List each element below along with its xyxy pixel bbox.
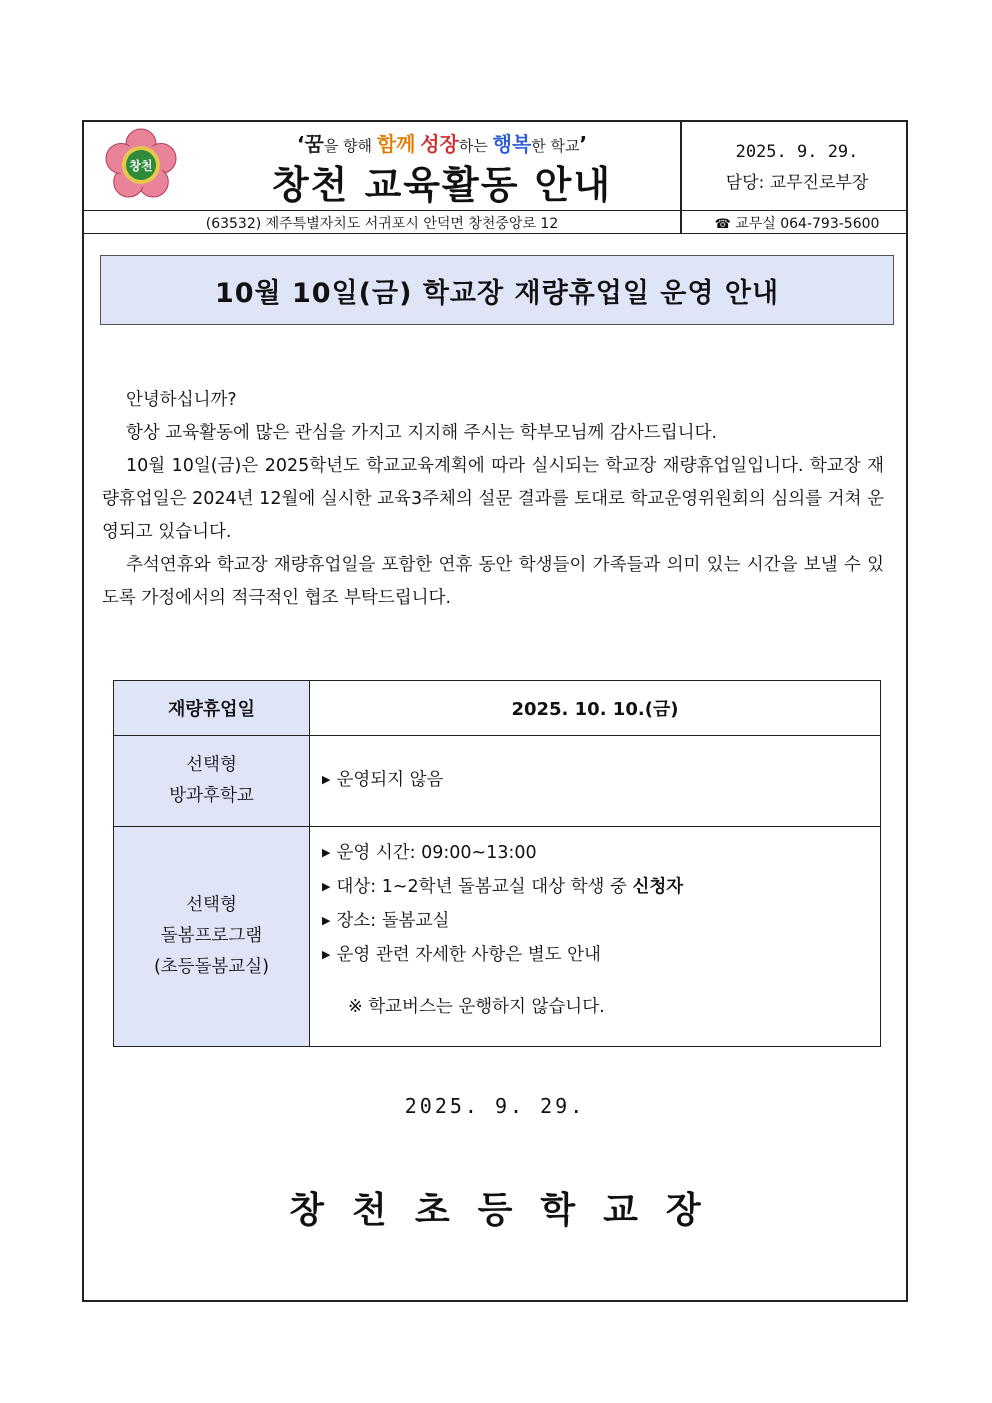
slogan-word-together: 함께	[376, 132, 416, 156]
issue-date: 2025. 9. 29.	[735, 142, 859, 162]
slogan-open-quote: ‘	[296, 132, 305, 156]
list-item	[322, 939, 879, 973]
slogan-word-dream: 꿈	[304, 132, 324, 156]
newsletter-title: 창천 교육활동 안내	[271, 163, 613, 207]
label-line: 선택형	[186, 755, 237, 775]
phone-icon: ☎	[714, 217, 731, 232]
slogan-text: 한 학교	[531, 137, 580, 155]
row-label-care	[114, 827, 310, 1047]
label-line: 선택형	[186, 895, 237, 915]
label-line: 방과후학교	[169, 786, 254, 806]
slogan-text: 하는	[458, 137, 493, 155]
bullet-icon: ▶	[322, 948, 331, 961]
item-text: 장소: 돌봄교실	[336, 911, 450, 931]
label-line: (초등돌봄교실)	[153, 957, 270, 977]
label-line: 돌봄프로그램	[160, 926, 263, 946]
table-row	[114, 827, 881, 1047]
school-address: (63532) 제주특별자치도 서귀포시 안덕면 창천중앙로 12	[205, 216, 559, 232]
footer-date: 2025. 9. 29.	[404, 1094, 586, 1118]
principal-signature: 창천초등학교장	[289, 1190, 729, 1231]
item-text-bold: 신청자	[632, 877, 684, 897]
slogan-word-grow: 성장	[420, 132, 459, 156]
item-text: 운영 관련 자세한 사항은 별도 안내	[336, 945, 601, 965]
notice-title: 10월 10일(금) 학교장 재량휴업일 운영 안내	[214, 277, 780, 309]
table-header-value: 2025. 10. 10.(금)	[310, 681, 881, 736]
paragraph-request: 추석연휴와 학교장 재량휴업일을 포함한 연휴 동안 학생들이 가족들과 의미 있는 시간을 보낼 수 있도록 가정에서의 적극적인 협조 부탁드립니다.	[102, 555, 884, 608]
holiday-info-table	[113, 680, 881, 1047]
row-label-afterschool	[114, 736, 310, 827]
item-text: 운영 시간: 09:00~13:00	[336, 843, 537, 863]
school-logo	[102, 126, 180, 204]
bullet-icon: ▶	[322, 773, 331, 786]
slogan-word-happy: 행복	[492, 132, 532, 156]
list-item	[322, 905, 879, 939]
bus-note: ※ 학교버스는 운행하지 않습니다.	[348, 997, 605, 1017]
document-frame	[82, 120, 908, 1302]
slogan-text: 을 향해	[323, 137, 377, 155]
header	[84, 122, 906, 211]
school-slogan	[204, 128, 680, 157]
table-row	[114, 736, 881, 827]
slogan-close-quote: ’	[579, 132, 588, 156]
logo-text: 창천	[129, 159, 153, 173]
table-header-label: 재량휴업일	[114, 681, 310, 736]
phone-number: 교무실 064-793-5600	[735, 216, 880, 232]
paragraph-thanks: 항상 교육활동에 많은 관심을 가지고 지지해 주시는 학부모님께 감사드립니다.	[126, 423, 718, 443]
item-text: 대상: 1~2학년 돌봄교실 대상 학생 중	[336, 877, 633, 897]
address-bar	[84, 211, 906, 234]
list-item	[322, 764, 879, 798]
row-content-care	[310, 827, 881, 1047]
list-item	[322, 871, 879, 905]
bullet-icon: ▶	[322, 880, 331, 893]
bullet-icon: ▶	[322, 846, 331, 859]
school-phone	[684, 213, 910, 233]
letter-body	[102, 384, 884, 615]
item-text: 운영되지 않음	[336, 770, 444, 790]
row-content-afterschool	[310, 736, 881, 827]
greeting: 안녕하십니까?	[126, 390, 237, 410]
paragraph-holiday: 10월 10일(금)은 2025학년도 학교교육계획에 따라 실시되는 학교장 재량휴업일입니다. 학교장 재량휴업일은 2024년 12월에 실시한 교육3주체의 설문 결과를 토대로 학교운영위원회의 심의를 거쳐 운영되고 있습니다.	[102, 456, 884, 542]
department: 담당: 교무진로부장	[725, 173, 869, 193]
notice-title-box	[100, 255, 894, 325]
table-row	[114, 681, 881, 736]
list-item	[322, 837, 879, 871]
bullet-icon: ▶	[322, 914, 331, 927]
